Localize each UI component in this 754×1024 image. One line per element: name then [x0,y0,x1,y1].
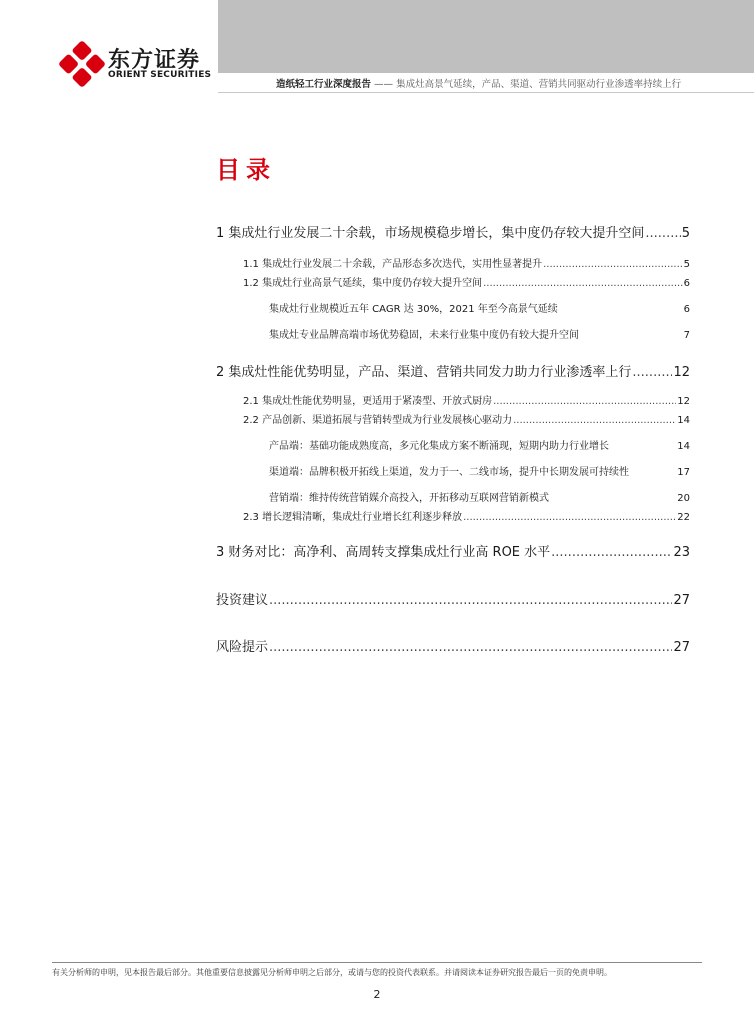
toc-entry-2-1[interactable] [243,392,690,407]
toc-entry-page: 17 [677,467,690,478]
toc-entry-risk-warning[interactable] [216,636,690,655]
toc-entry-text: 集成灶专业品牌高端市场优势稳固，未来行业集中度仍有较大提升空间 [269,330,579,341]
toc-entry-text: 集成灶行业规模近五年 CAGR 达 30%，2021 年至今高景气延续 [269,304,558,315]
header-gray-block [218,0,754,73]
toc-entry-page: 27 [673,640,690,655]
toc-entry-text: 1.1 集成灶行业发展二十余载，产品形态多次迭代，实用性显著提升 [243,259,543,270]
toc-entry-text: 2 集成灶性能优势明显，产品、渠道、营销共同发力助力行业渗透率上行 [216,365,632,380]
toc-entry-page: 14 [677,441,690,452]
toc-entry-text: 2.3 增长逻辑清晰，集成灶行业增长红利逐步释放 [243,512,463,523]
report-type: 造纸轻工行业深度报告 [276,79,372,90]
logo-chinese-name: 东方证券 [108,48,201,73]
toc-entry-page: 22 [677,512,690,523]
toc-entry-page: 6 [683,278,690,289]
toc-entry-page: 7 [683,330,690,341]
toc-entry-3[interactable] [216,541,690,560]
logo-english-name: ORIENT SECURITIES [108,70,212,80]
toc-entry-page: 20 [677,493,690,504]
page-number: 2 [373,988,381,1001]
toc-entry-2-2[interactable] [243,411,690,426]
toc-leader-dots [269,593,672,608]
toc-title: 目录 [216,156,276,184]
header-separator: —— [371,79,397,90]
toc-entry-text: 渠道端：品牌积极开拓线上渠道，发力于一、二线市场，提升中长期发展可持续性 [269,467,629,478]
toc-entry-1[interactable] [216,222,690,241]
toc-entry-text: 1 集成灶行业发展二十余载，市场规模稳步增长，集中度仍存较大提升空间 [216,226,645,241]
toc-entry-1-2-a[interactable] [269,300,690,315]
toc-entry-1-2-b[interactable] [269,326,690,341]
toc-entry-text: 2.2 产品创新、渠道拓展与营销转型成为行业发展核心驱动力 [243,415,513,426]
header-divider [218,92,754,93]
toc-leader-dots [551,545,672,560]
toc-leader-dots [645,226,680,241]
orient-securities-logo-icon [58,40,106,88]
toc-leader-dots [483,278,683,289]
toc-entry-text: 2.1 集成灶性能优势明显，更适用于紧凑型、开放式厨房 [243,396,493,407]
toc-entry-text: 投资建议 [216,593,269,608]
toc-entry-text: 3 财务对比：高净利、高周转支撑集成灶行业高 ROE 水平 [216,545,551,560]
toc-entry-text: 1.2 集成灶行业高景气延续，集中度仍存较大提升空间 [243,278,483,289]
toc-leader-dots [632,365,672,380]
toc-entry-1-2[interactable] [243,274,690,289]
toc-entry-text: 营销端：维持传统营销媒介高投入，开拓移动互联网营销新模式 [269,493,549,504]
footer-divider [52,962,702,963]
toc-entry-page: 27 [673,593,690,608]
report-subtitle: 集成灶高景气延续，产品、渠道、营销共同驱动行业渗透率持续上行 [396,79,682,90]
toc-leader-dots [513,415,676,426]
report-header [276,76,681,90]
toc-entry-1-1[interactable] [243,255,690,270]
toc-entry-page: 12 [677,396,690,407]
toc-entry-page: 23 [673,545,690,560]
toc-entry-2-3[interactable] [243,508,690,523]
toc-entry-2-2-c[interactable] [269,489,690,504]
toc-leader-dots [269,640,672,655]
toc-entry-page: 5 [681,226,690,241]
toc-entry-page: 5 [683,259,690,270]
toc-entry-page: 6 [683,304,690,315]
toc-entry-2-2-b[interactable] [269,463,690,478]
toc-entry-page: 12 [673,365,690,380]
toc-entry-page: 14 [677,415,690,426]
footer-disclaimer: 有关分析师的申明，见本报告最后部分。其他重要信息披露见分析师申明之后部分，或请与您的投资代表联系。并请阅读本证券研究报告最后一页的免责申明。 [52,968,612,977]
toc-leader-dots [493,396,676,407]
toc-entry-investment-advice[interactable] [216,589,690,608]
toc-entry-text: 风险提示 [216,640,269,655]
toc-entry-2[interactable] [216,361,690,380]
toc-leader-dots [543,259,683,270]
toc-entry-2-2-a[interactable] [269,437,690,452]
toc-entry-text: 产品端：基础功能成熟度高，多元化集成方案不断涌现，短期内助力行业增长 [269,441,609,452]
toc-leader-dots [463,512,676,523]
